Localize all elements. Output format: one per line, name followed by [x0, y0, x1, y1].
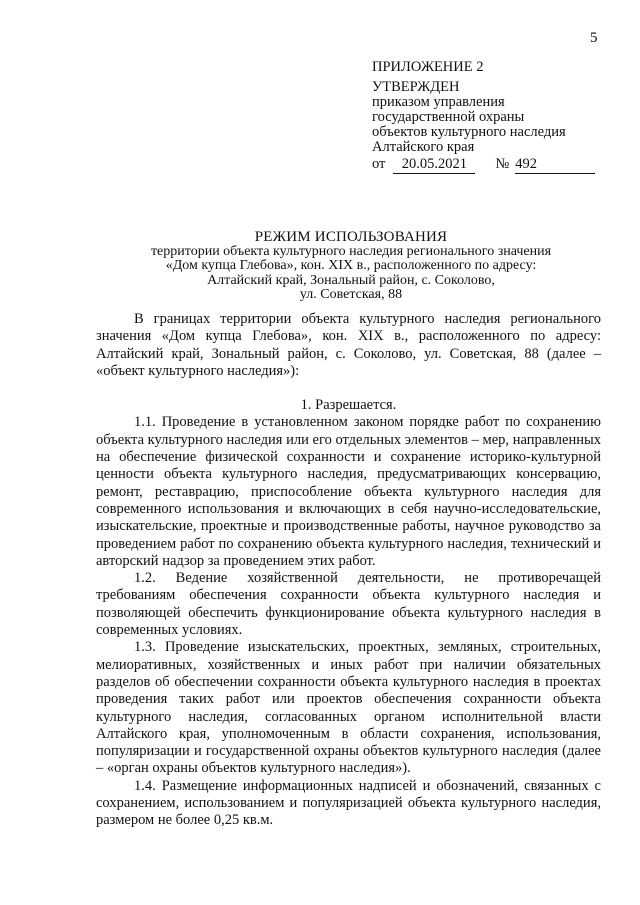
title-line: Алтайский край, Зональный район, с. Соколово, — [207, 272, 495, 288]
document-body — [96, 311, 601, 830]
order-line: приказом управления — [372, 94, 505, 110]
item-paragraph: 1.1. Проведение в установленном законом порядке работ по сохранению объекта культурного наследия или его отдельных элементов – мер, направленных на обеспечение физической сохранности и сохранение историко-культурной ценности объекта культурного наследия, предусматривающих консервацию, ремонт, реставрацию, приспособление объекта культурного наследия для современного использования и включающих в себя научно-исследовательские, изыскательские, проектные и производственные работы, научное руководство за проведением работ по сохранению объекта культурного наследия, технический и авторский надзор за проведением этих работ. — [96, 414, 601, 569]
order-date: 20.05.2021 — [393, 157, 475, 174]
order-date-number — [372, 157, 622, 174]
title-line: ул. Советская, 88 — [299, 287, 403, 302]
appendix-label: ПРИЛОЖЕНИЕ 2 — [372, 59, 484, 75]
item-paragraph: 1.2. Ведение хозяйственной деятельности, не противоречащей требованиям обеспечения сохранности объекта культурного наследия и позволяющей обеспечить функционирование объекта культурного наследия в современных условиях. — [96, 570, 601, 639]
item-paragraph: 1.3. Проведение изыскательских, проектных, земляных, строительных, мелиоративных, хозяйственных и иных работ при наличии обязательных разделов об обеспечении сохранности объекта культурного наследия в проектах проведения таких работ или проектов обеспечения сохранности объекта культурного наследия, согласованных органом исполнительной власти Алтайского края, уполномоченным в области сохранения, использования, популяризации и государственной охраны объектов культурного наследия (далее – «орган охраны объектов культурного наследия»). — [96, 639, 601, 777]
title-main: РЕЖИМ ИСПОЛЬЗОВАНИЯ — [254, 229, 448, 245]
title-line: территории объекта культурного наследия регионального значения — [150, 243, 552, 259]
approval-block — [372, 60, 622, 174]
title-line: «Дом купца Глебова», кон. XIX в., расположенного по адресу: — [165, 258, 537, 273]
item-paragraph: 1.4. Размещение информационных надписей и обозначений, связанных с сохранением, использованием и популяризацией объекта культурного наследия, размером не более 0,25 кв.м. — [96, 777, 601, 829]
order-line: Алтайского края — [372, 139, 475, 155]
order-number: 492 — [515, 157, 595, 174]
document-title — [96, 230, 606, 303]
page-number: 5 — [590, 30, 598, 46]
from-label: от — [372, 156, 386, 172]
order-line: государственной охраны — [372, 109, 525, 125]
intro-paragraph: В границах территории объекта культурного наследия регионального значения «Дом купца Глебова», кон. XIX в., расположенного по адресу: Алтайский край, Зональный район, с. Соколово, ул. Советская, 88 (далее – «объект культурного наследия»): — [96, 311, 601, 379]
number-label: № — [495, 156, 510, 172]
section-heading: 1. Разрешается. — [300, 397, 397, 414]
approved-label: УТВЕРЖДЕН — [372, 79, 460, 95]
order-line: объектов культурного наследия — [372, 124, 566, 140]
